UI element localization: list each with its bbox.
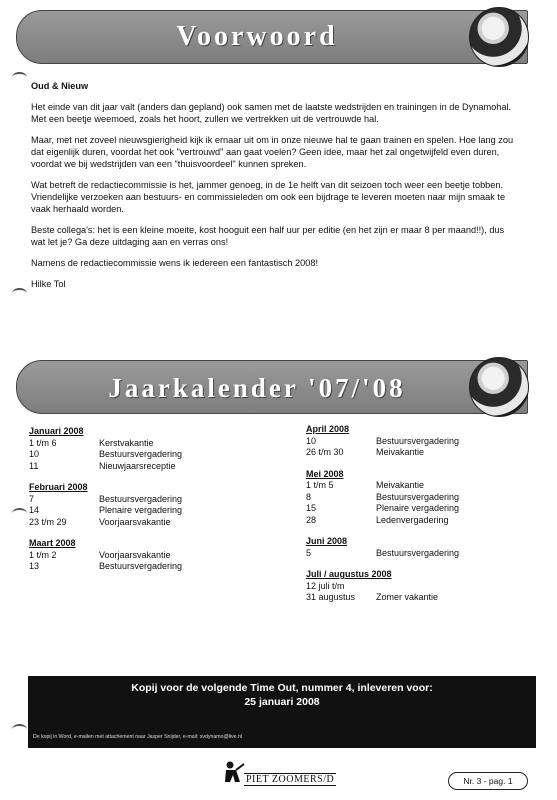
punch-hole — [12, 508, 27, 519]
event-date: 14 — [29, 505, 40, 515]
punch-hole — [12, 72, 27, 83]
event-date: 1 t/m 2 — [29, 549, 57, 560]
deadline-notice — [28, 676, 536, 748]
volleyball-icon — [469, 357, 529, 417]
event-date: 7 — [29, 493, 35, 504]
event-date: 28 — [306, 514, 317, 525]
event-label: Voorjaarsvakantie — [99, 516, 171, 527]
event-label: Nieuwjaarsreceptie — [99, 460, 176, 471]
event-label: Meivakantie — [376, 480, 425, 490]
signature: Hilke Tol — [31, 279, 66, 289]
event-date: 8 — [306, 491, 312, 502]
notice-instructions: De kopij in Word, e-mailen met attachement naar Jasper Snijder, e-mail: svdynamo@live.nl — [33, 734, 243, 740]
paragraph: Beste collega's: het is een kleine moeite, kost hooguit een half uur per editie (en het zijn er maar 8 per maand!!), dus wat let je? Ga deze uitdaging aan en verras ons! — [31, 225, 505, 247]
event-date: 12 juli t/m — [306, 580, 345, 591]
calendar-event-row — [29, 461, 269, 473]
notice-line: Kopij voor de volgende Time Out, nummer 4, inleveren voor: — [131, 682, 433, 694]
event-label: Bestuursvergadering — [99, 561, 183, 571]
voorwoord-title: Voorwoord — [176, 21, 338, 52]
calendar-event-row — [306, 581, 536, 593]
calendar-event-row — [306, 548, 536, 560]
calendar-event-row — [29, 517, 269, 529]
paragraph: Wat betreft de redactiecommissie is het, jammer genoeg, in de 1e helft van dit seizoen toch weer een beetje tobben. Vriendelijke verzoeken aan bestuurs- en commissieleden om ook een bijdrage te leveren moeten naar mijn smaak te vaak herhaald worden. — [31, 180, 506, 214]
event-date: 11 — [29, 460, 39, 471]
calendar-event-row — [29, 494, 269, 506]
event-label: Bestuursvergadering — [376, 547, 460, 558]
sponsor-mark-icon — [222, 760, 246, 786]
paragraph: Maar, met net zoveel nieuwsgierigheid kijk ik ernaar uit om in onze nieuwe hal te gaan trainen en spelen. Hoe lang zou dat eigenlijk duren, voordat het ook "vertrouwd" aan gaat voelen? Geen idee, maar het zal ongetwijfeld even duren, voordat we bij wedstrijden van een "thuisvoordeel" kunnen spreken. — [31, 135, 514, 169]
event-date: 10 — [29, 449, 40, 459]
jaarkalender-banner — [16, 360, 528, 414]
event-date: 31 augustus — [306, 592, 356, 602]
sponsor-logo — [222, 760, 335, 790]
calendar-event-row — [29, 561, 269, 573]
voorwoord-banner — [16, 10, 528, 64]
calendar-event-row — [29, 449, 269, 461]
punch-hole — [12, 288, 27, 299]
calendar-event-row — [29, 438, 269, 450]
calendar-event-row — [306, 515, 536, 527]
event-label: Kerstvakantie — [99, 437, 154, 448]
calendar-event-row — [306, 436, 536, 448]
calendar-month-heading: Februari 2008 — [29, 482, 88, 492]
jaarkalender-title: Jaarkalender '07/'08 — [108, 373, 406, 403]
sponsor-name: PIET ZOOMERS/D — [246, 774, 335, 785]
calendar-event-row — [29, 505, 269, 517]
calendar-month-heading: April 2008 — [306, 424, 350, 434]
event-date: 5 — [306, 547, 312, 558]
calendar-event-row — [306, 492, 536, 504]
event-label: Meivakantie — [376, 447, 425, 457]
calendar-month-heading: Mei 2008 — [306, 468, 344, 479]
event-date: 15 — [306, 503, 317, 513]
voorwoord-text — [31, 80, 517, 299]
event-label: Zomer vakantie — [376, 592, 439, 602]
volleyball-icon — [469, 7, 529, 67]
event-date: 10 — [306, 435, 317, 446]
calendar-event-row — [306, 503, 536, 515]
event-label: Bestuursvergadering — [376, 435, 460, 446]
event-date: 26 t/m 30 — [306, 447, 344, 457]
event-label: Ledenvergadering — [376, 514, 449, 525]
event-date: 1 t/m 6 — [29, 437, 57, 448]
calendar-month-heading: Juli / augustus 2008 — [306, 569, 392, 579]
event-date: 13 — [29, 561, 40, 571]
event-label: Bestuursvergadering — [99, 449, 183, 459]
event-date: 23 t/m 29 — [29, 516, 67, 527]
event-label: Plenaire vergadering — [376, 503, 460, 513]
calendar-event-row — [306, 592, 536, 604]
paragraph: Namens de redactiecommissie wens ik iedereen een fantastisch 2008! — [31, 258, 319, 268]
event-date: 1 t/m 5 — [306, 480, 334, 490]
voorwoord-heading: Oud & Nieuw — [31, 81, 89, 91]
event-label: Voorjaarsvakantie — [99, 549, 171, 560]
event-label: Bestuursvergadering — [99, 493, 183, 504]
calendar-event-row — [306, 480, 536, 492]
calendar-month-heading: Maart 2008 — [29, 538, 76, 548]
calendar-month-heading: Januari 2008 — [29, 426, 84, 436]
event-label: Plenaire vergadering — [99, 505, 183, 515]
calendar-event-row — [306, 447, 536, 459]
event-label: Bestuursvergadering — [376, 491, 460, 502]
calendar-right-column — [306, 424, 536, 604]
calendar-left-column — [29, 426, 269, 573]
punch-hole — [12, 724, 27, 735]
calendar-event-row — [29, 550, 269, 562]
notice-date: 25 januari 2008 — [244, 696, 320, 708]
calendar-month-heading: Juni 2008 — [306, 536, 348, 546]
page-number-badge: Nr. 3 - pag. 1 — [448, 772, 528, 790]
paragraph: Het einde van dit jaar valt (anders dan gepland) ook samen met de laatste wedstrijden en trainingen in de Dynamohal. Met een beetje weemoed, zoals het hoort, zullen we vertrekken uit de vertrouwde hal. — [31, 102, 512, 124]
